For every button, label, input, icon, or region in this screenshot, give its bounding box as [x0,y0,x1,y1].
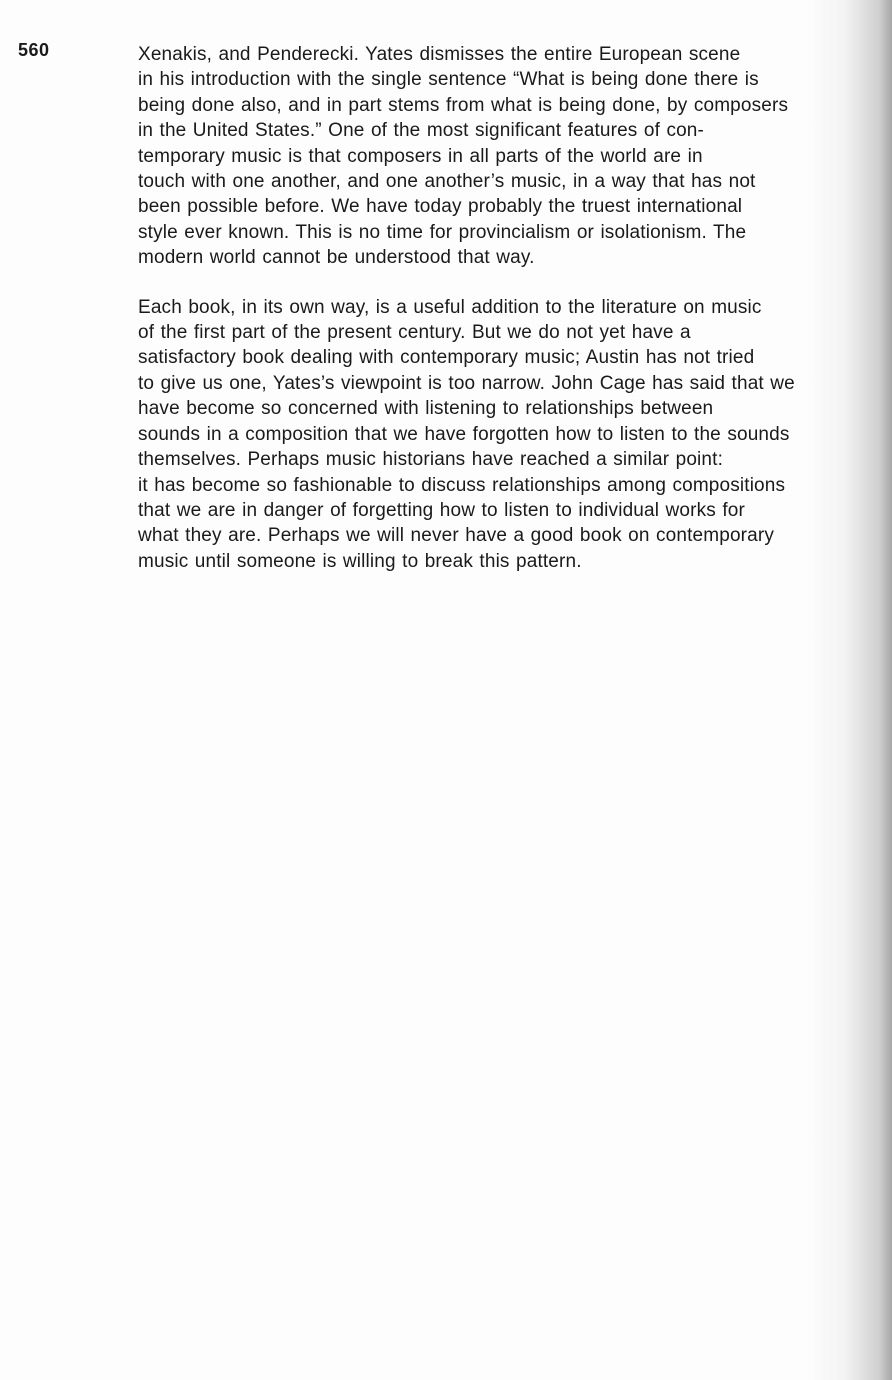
text-line: of the first part of the present century. But we do not yet have a [138,322,691,344]
text-line: in the United States.” One of the most significant features of con- [138,120,705,142]
text-line: in his introduction with the single sentence “What is being done there is [138,69,759,91]
text-line: music until someone is willing to break this pattern. [138,550,582,572]
text-line: temporary music is that composers in all parts of the world are in [138,145,703,167]
text-line: themselves. Perhaps music historians have reached a similar point: [138,449,723,471]
body-text [138,42,870,574]
page-number: 560 [18,40,50,60]
text-line: have become so concerned with listening to relationships between [138,398,714,420]
text-line: it has become so fashionable to discuss relationships among compositions [138,474,786,496]
text-line: Each book, in its own way, is a useful addition to the literature on music [138,296,762,318]
text-line: to give us one, Yates’s viewpoint is too narrow. John Cage has said that we [138,372,795,394]
text-line: sounds in a composition that we have forgotten how to listen to the sounds [138,423,790,445]
text-line: style ever known. This is no time for provincialism or isolationism. The [138,221,747,243]
paragraph-2 [138,295,870,574]
text-line: been possible before. We have today probably the truest international [138,196,743,218]
paragraph-1 [138,42,870,271]
text-line: touch with one another, and one another’s music, in a way that has not [138,171,756,193]
text-line: Xenakis, and Penderecki. Yates dismisses the entire European scene [138,44,741,65]
text-line: modern world cannot be understood that way. [138,247,535,269]
text-line: satisfactory book dealing with contemporary music; Austin has not tried [138,347,755,369]
text-line: what they are. Perhaps we will never have a good book on contemporary [138,525,774,547]
text-line: that we are in danger of forgetting how to listen to individual works for [138,499,745,521]
text-line: being done also, and in part stems from what is being done, by composers [138,94,789,116]
